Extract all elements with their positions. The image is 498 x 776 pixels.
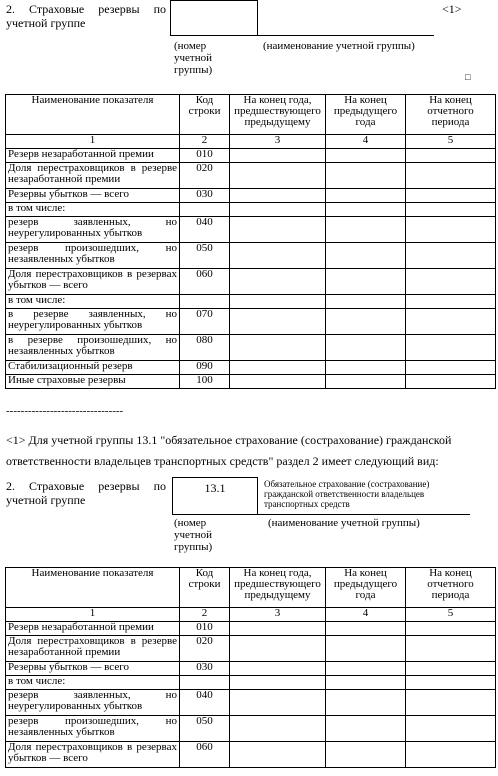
header-end-report-period: На конец отчетного периода: [406, 95, 496, 135]
header-end-year-before-prev: На конец года, предшествующего предыдущему: [230, 95, 326, 135]
section1-code-box: [170, 0, 258, 36]
footnote-marker: <1>: [442, 2, 462, 16]
header-end-year-before-prev: На конец года, предшествующего предыдущему: [230, 568, 326, 608]
section2-code-box: [172, 477, 258, 515]
table-row: резерв заявленных, но неурегулированных убытков 040: [6, 217, 496, 243]
section1-name-caption: (наименование учетной группы): [263, 40, 415, 52]
column-number: 4: [326, 135, 406, 149]
table-row: в резерве заявленных, но неурегулированных убытков 070: [6, 309, 496, 335]
table-row: Доля перестраховщиков в резервах убытков — всего 060: [6, 269, 496, 295]
header-end-prev-year: На конец предыдущего года: [326, 568, 406, 608]
column-number: 5: [406, 608, 496, 622]
reserves-table-2: [5, 567, 496, 768]
table-row: в том числе:: [6, 203, 496, 217]
table-row: Доля перестраховщиков в резерве незаработанной премии 020: [6, 163, 496, 189]
section1-code-caption: (номер учетной группы): [174, 40, 213, 76]
table-row: в резерве произошедших, но незаявленных убытков 080: [6, 335, 496, 361]
column-number: 1: [6, 135, 180, 149]
small-square-mark: □: [465, 72, 471, 82]
column-number: 1: [6, 608, 180, 622]
section2-title: 2. Страховые резервы по учетной группе: [6, 479, 166, 507]
table-row: резерв произошедших, но незаявленных убытков 050: [6, 716, 496, 742]
table-row: Доля перестраховщиков в резервах убытков — всего 060: [6, 742, 496, 768]
table-row: в том числе:: [6, 295, 496, 309]
footnote-separator: --------------------------------: [6, 405, 124, 417]
table-row: Резервы убытков — всего 030: [6, 662, 496, 676]
section2-code-value: 13.1: [204, 481, 226, 495]
footnote-line-1: <1> Для учетной группы 13.1 "обязательное страхование (сострахование) гражданской: [6, 433, 452, 447]
table-row: резерв заявленных, но неурегулированных убытков 040: [6, 690, 496, 716]
header-row-code: Код строки: [180, 568, 230, 608]
reserves-table-1: [5, 94, 496, 389]
header-end-report-period: На конец отчетного периода: [406, 568, 496, 608]
column-number: 5: [406, 135, 496, 149]
table-row: Доля перестраховщиков в резерве незаработанной премии 020: [6, 636, 496, 662]
table-row: Резерв незаработанной премии 010: [6, 622, 496, 636]
column-number: 3: [230, 608, 326, 622]
header-end-prev-year: На конец предыдущего года: [326, 95, 406, 135]
section1-title: 2. Страховые резервы по учетной группе: [6, 2, 166, 30]
header-indicator: Наименование показателя: [6, 95, 180, 135]
header-indicator: Наименование показателя: [6, 568, 180, 608]
table-row: Резервы убытков — всего 030: [6, 189, 496, 203]
table-row: Стабилизационный резерв 090: [6, 361, 496, 375]
column-number: 2: [180, 608, 230, 622]
table-row: в том числе:: [6, 676, 496, 690]
column-number: 2: [180, 135, 230, 149]
section2-name-caption: (наименование учетной группы): [268, 517, 420, 529]
column-number: 4: [326, 608, 406, 622]
table-row: Иные страховые резервы 100: [6, 375, 496, 389]
header-row-code: Код строки: [180, 95, 230, 135]
footnote-line-2: ответственности владельцев транспортных средств" раздел 2 имеет следующий вид:: [6, 454, 439, 468]
column-number: 3: [230, 135, 326, 149]
section2-code-caption: (номер учетной группы): [174, 517, 213, 553]
table-row: Резерв незаработанной премии 010: [6, 149, 496, 163]
section1-name-underline: [258, 35, 434, 36]
section2-group-name: Обязательное страхование (сострахование) гражданской ответственности владельцев транспортных средств: [264, 479, 430, 509]
section2-name-underline: [258, 514, 470, 515]
table-row: резерв произошедших, но незаявленных убытков 050: [6, 243, 496, 269]
